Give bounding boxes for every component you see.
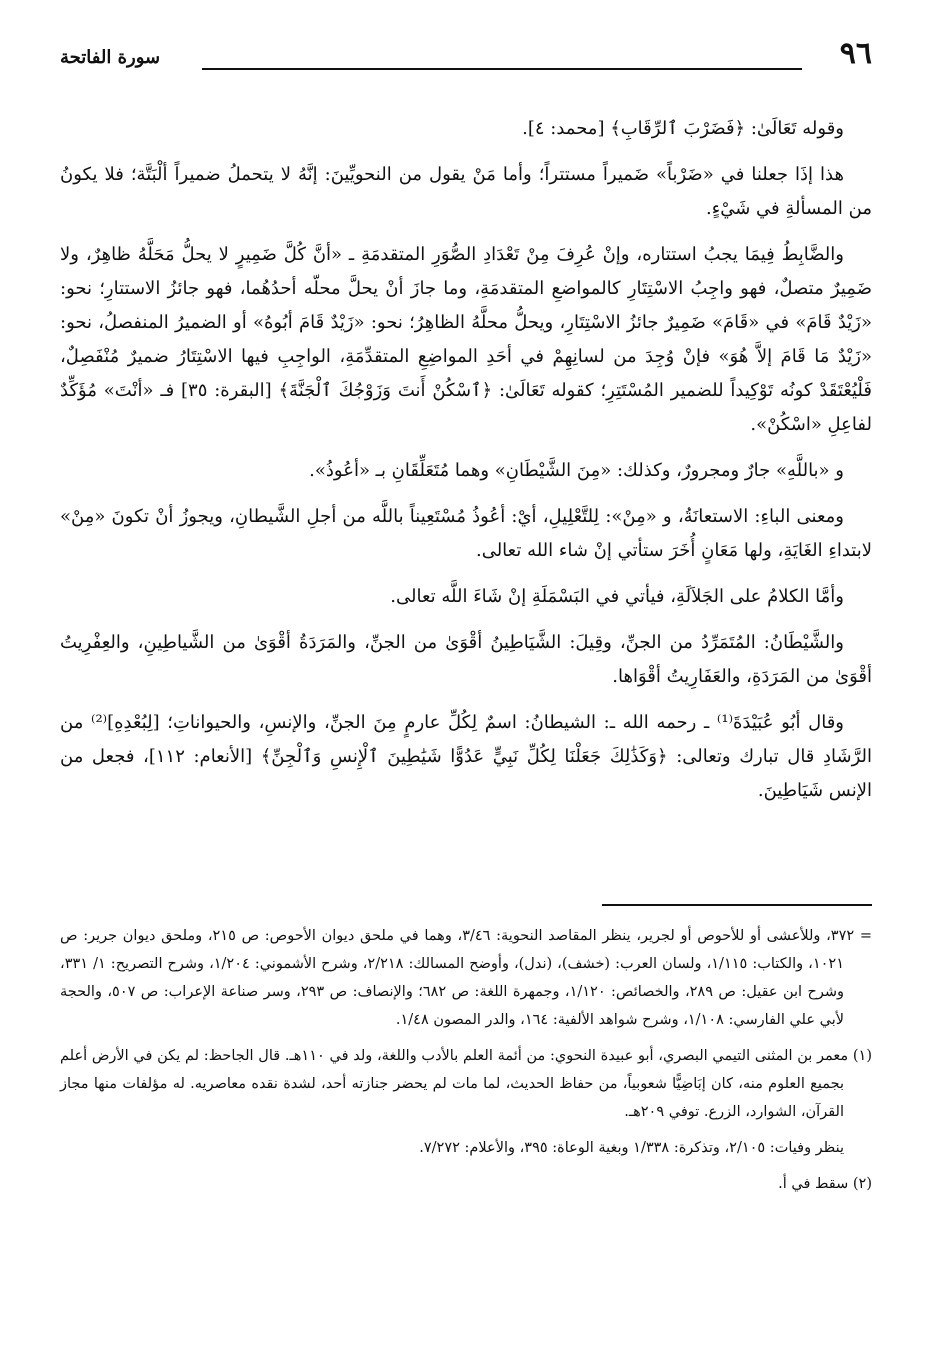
page-number: ٩٦	[839, 36, 872, 71]
paragraph: وقوله تَعَالَىٰ: ﴿فَضَرْبَ ٱلرِّقَابِ﴾ [محمد: ٤].	[522, 118, 844, 139]
footnote-2: (٢) سقط في أ.	[778, 1176, 872, 1192]
paragraph: والشَّيْطَانُ: المُتَمَرِّدُ من الجنِّ، وقِيلَ: الشَّيَاطِينُ أقْوَىٰ من الجنِّ، والمَرَدَةُ أقْوَىٰ من الشَّياطِينِ، والعِفْرِيتُ أقْوَىٰ من المَرَدَةِ، والعَفَارِيتُ أقْوَاها.	[60, 632, 872, 687]
footnote-separator	[602, 904, 872, 906]
footnotes	[60, 922, 872, 1206]
surah-title: سورة الفاتحة	[60, 47, 161, 68]
header-rule	[202, 68, 802, 70]
paragraph: ومعنى الباءِ: الاستعانَةُ، و «مِنْ»: لِلتَّعْلِيلِ، أيْ: أعُوذُ مُسْتَعِيناً باللَّه من أجلِ الشَّيطانِ، ويجوزُ أنْ تكونَ «مِنْ» لابتداءِ الغَايَةِ، ولها مَعَانٍ أُخَرَ ستأتي إنْ شاء الله تعالى.	[60, 506, 872, 561]
book-page	[60, 28, 872, 1348]
running-header	[60, 36, 872, 80]
paragraph: والضَّابِطُ فِيمَا يجبُ استتاره، وإنْ عُرِفَ مِنْ تَعْدَادِ الصُّوَرِ المتقدمَةِ ـ «أنَّ كُلَّ ضَمِيرٍ لا يحلُّ مَحَلَّهُ ظاهِرٌ، ولا ضَمِيرٌ متصلٌ، فهو واجِبُ الاسْتِتَارِ كالمواضعِ المتقدمَةِ، وما جازَ أنْ يحلَّ محلّه أحدُهُما، فهو جائزُ الاستتارِ؛ نحو: «زَيْدٌ قَامَ» في «قَامَ» ضَمِيرٌ جائزُ الاسْتِتَارِ، ويحلُّ محلَّهُ الظاهِرُ؛ نحو: «زَيْدٌ قَامَ أبُوهُ» أو الضميرُ المنفصلُ، نحو: «زَيْدٌ مَا قَامَ إلاَّ هُوَ» فإنْ وُجِدَ من لسانِهِمْ في أحَدِ المواضِعِ المتقدِّمَةِ، الواجِبِ فيها الاسْتِتَارُ ضميرٌ مُنْفَصِلٌ، فَلْيُعْتَقَدْ كونُه تَوْكِيداً للضمير المُسْتَتِرِ؛ كقوله تَعَالَىٰ: ﴿ٱسْكُنْ أَنتَ وَزَوْجُكَ ٱلْجَنَّةَ﴾ [البقرة: ٣٥] فـ «أنْتَ» مُؤَكِّدٌ لفاعِلِ «اسْكُنْ».	[60, 244, 872, 435]
footnote-1-references: ينظر وفيات: ٢/١٠٥، وتذكرة: ١/٣٣٨ وبغية الوعاة: ٣٩٥، والأعلام: ٧/٢٧٢.	[419, 1140, 844, 1156]
paragraph: هذا إذَا جعلنا في «ضَرْباً» ضَميراً مستتراً؛ وأما مَنْ يقول من النحويِّينَ: إنَّهُ لا يتحملُ ضميراً ألْبَتَّة؛ فلا يكونُ من المسألةِ في شَيْءٍ.	[60, 164, 872, 219]
paragraph: وأمَّا الكلامُ على الجَلاَلَةِ، فيأتي في البَسْمَلَةِ إنْ شَاءَ اللَّه تعالى.	[390, 586, 844, 607]
footnote-continuation: = ٣٧٢، وللأعشى أو للأحوص أو لجرير، ينظر المقاصد النحوية: ٣/٤٦، وهما في ملحق ديوان الأحوص: ص ٢١٥، وملحق ديوان جرير: ص ١٠٢١، والكتاب: ١/١١٥، ولسان العرب: (خشف)، (ندل)، وأوضح المسالك: ٢/٢١٨، وشرح الأشموني: ١/٢٠٤، وشرح التصريح: ١/ ٣٣١، وشرح ابن عقيل: ص ٢٨٩، والخصائص: ١/١٢٠، وجمهرة اللغة: ص ٦٨٢؛ والإنصاف: ص ٢٩٣، وسر صناعة الإعراب: ص ٥٠٧، والحجة لأبي علي الفارسي: ١/١٠٨، وشرح شواهد الألفية: ١٦٤، والدر المصون ١/٤٨.	[60, 928, 873, 1028]
paragraph: وقال أبُو عُبَيْدَةَ⁽¹⁾ ـ رحمه الله ـ: الشيطانُ: اسمٌ لِكُلِّ عارمٍ مِنَ الجنِّ، والإنسِ، والحيواناتِ؛ [لِبُعْدِهِ]⁽²⁾ من الرَّشَادِ قال تبارك وتعالى: ﴿وَكَذَٰلِكَ جَعَلْنَا لِكُلِّ نَبِيٍّ عَدُوًّا شَيَٰطِينَ ٱلْإِنسِ وَٱلْجِنِّ﴾ [الأنعام: ١١٢]، فجعل من الإنس شَيَاطِينَ.	[60, 712, 872, 801]
footnote-1: (١) معمر بن المثنى التيمي البصري، أبو عبيدة النحوي: من أئمة العلم بالأدب واللغة، ولد في ١١٠هـ. قال الجاحظ: لم يكن في الأرض أعلم بجميع العلوم منه، كان إبَاضِيًّا شعوبياً، من حفاظ الحديث، لما مات لم يحضر جنازته أحد، لشدة نقده معاصريه. له مؤلفات منها مجاز القرآن، الشوارد، الزرع. توفي ٢٠٩هـ.	[60, 1048, 872, 1120]
paragraph: و «باللَّهِ» جارٌ ومجرورٌ، وكذلك: «مِنَ الشَّيْطَانِ» وهما مُتَعَلِّقَانِ بـ «أعُوذُ».	[309, 460, 844, 481]
main-text	[60, 112, 872, 820]
